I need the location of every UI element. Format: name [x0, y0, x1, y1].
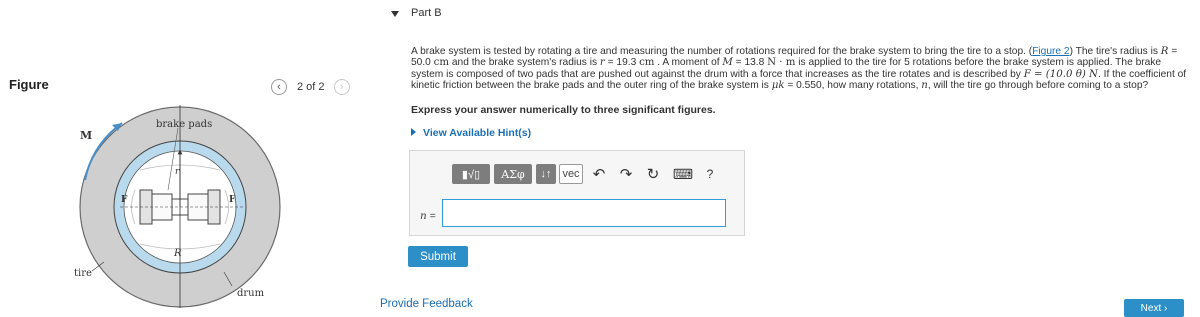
- radius-r-label: r: [175, 167, 180, 177]
- redo-icon: ↷: [619, 166, 633, 183]
- provide-feedback-link[interactable]: Provide Feedback: [380, 298, 473, 310]
- radius-R-label: R: [174, 248, 182, 259]
- help-button[interactable]: [702, 164, 718, 184]
- figure-panel: [0, 0, 362, 309]
- brake-pads-label: brake pads: [156, 119, 213, 130]
- greek-symbols-button[interactable]: ΑΣφ: [494, 164, 532, 184]
- undo-button[interactable]: [591, 164, 607, 184]
- view-hints-toggle[interactable]: View Available Hint(s): [411, 127, 531, 139]
- right-brake-pad: [208, 190, 220, 224]
- figure-page-count: 2 of 2: [297, 81, 325, 93]
- chevron-left-icon: ‹: [277, 81, 281, 93]
- force-label-left: F: [121, 195, 128, 205]
- reset-button[interactable]: [645, 164, 661, 184]
- arrows-button[interactable]: [536, 164, 556, 184]
- next-button[interactable]: Next ›: [1124, 299, 1184, 317]
- vector-button[interactable]: vec: [559, 164, 583, 184]
- keyboard-icon: ⌨: [672, 165, 694, 182]
- sort-arrows-icon: ↓↑: [540, 168, 552, 180]
- templates-button[interactable]: [452, 164, 490, 184]
- undo-icon: ↶: [592, 166, 606, 183]
- answer-instructions: Express your answer numerically to three significant figures.: [411, 104, 716, 116]
- previous-figure-button[interactable]: [271, 79, 287, 95]
- force-label-right: F: [229, 195, 236, 205]
- chevron-right-icon: ›: [339, 81, 344, 93]
- answer-box: [409, 150, 745, 236]
- tire-label: tire: [74, 268, 92, 279]
- submit-button[interactable]: Submit: [408, 246, 468, 267]
- figure-2-link[interactable]: Figure 2: [1032, 46, 1070, 57]
- reset-icon: ↻: [646, 166, 660, 183]
- drum-label: drum: [237, 288, 265, 299]
- redo-button[interactable]: [618, 164, 634, 184]
- template-icon: ▮√▯: [461, 168, 481, 181]
- moment-label: M: [80, 129, 93, 142]
- problem-panel: [376, 0, 1200, 314]
- brake-system-diagram: [0, 100, 300, 309]
- expand-triangle-icon: [411, 128, 416, 136]
- problem-statement: A brake system is tested by rotating a tire and measuring the number of rotations required for the brake system to bring the tire to a stop. (Figure 2) The tire's radius is R = 50.0 cm and the brake system's radius is r = 19.3 cm . A moment of M = 13.8 N · m is applied to the tire for 5 rotations before the brake system is applied. The brake system is composed of two pads that are pushed out against the drum with a force that increases as the tire rotates and is described by F = (10.0 θ) N. If the coefficient of kinetic friction between the brake pads and the outer ring of the brake system is μk = 0.550, how many rotations, n, will the tire go through before coming to a stop?: [411, 46, 1187, 92]
- figure-pager: [271, 79, 350, 95]
- part-title: Part B: [411, 7, 442, 19]
- figure-label: Figure: [9, 77, 49, 92]
- collapse-triangle-icon: [391, 11, 399, 17]
- part-b-header[interactable]: [376, 0, 1200, 28]
- keyboard-button[interactable]: [672, 164, 694, 184]
- answer-label: n =: [420, 210, 436, 222]
- next-figure-button[interactable]: [334, 79, 350, 95]
- answer-input[interactable]: [442, 199, 726, 227]
- help-icon: ?: [706, 167, 714, 181]
